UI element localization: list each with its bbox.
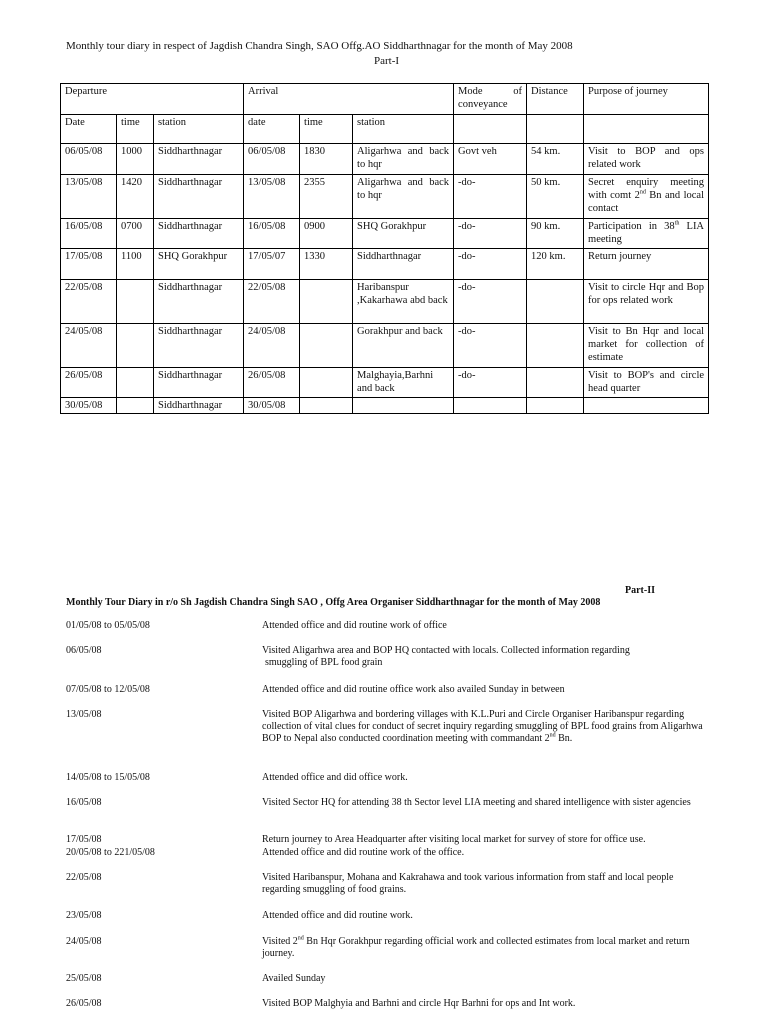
cell-purpose: Visit to circle Hqr and Bop for ops related work [584,280,709,324]
cell-arr-time: 0900 [300,219,353,249]
cell-distance: 120 km. [527,249,584,280]
header-distance: Distance [527,84,584,115]
cell-purpose: Visit to BOP's and circle head quarter [584,368,709,398]
cell-dep-date: 26/05/08 [61,368,117,398]
cell-arr-date: 06/05/08 [244,144,300,175]
cell-arr-time: 1330 [300,249,353,280]
table-row [61,249,709,280]
entry-text: Visited BOP Aligarhwa and bordering villages with K.L.Puri and Circle Organiser Haribanspur regarding collection of vital clues for conduct of secret inquiry regarding smuggling of BPL food grains from Aligarhwa BOP to Nepal also conducted coordination meeting with commandant 2nd Bn. [262,709,703,744]
cell-dep-time: 1420 [117,175,154,219]
tour-table [60,83,709,414]
part2-label: Part-II [625,585,655,596]
cell-arr-date: 16/05/08 [244,219,300,249]
entry-date: 23/05/08 [66,910,102,921]
cell-purpose [584,398,709,414]
cell-mode: -do- [454,249,527,280]
table-row [61,280,709,324]
cell-arr-date: 13/05/08 [244,175,300,219]
cell-arr-date: 17/05/07 [244,249,300,280]
cell-distance: 90 km. [527,219,584,249]
entry-date: 13/05/08 [66,709,102,720]
cell-dep-date: 06/05/08 [61,144,117,175]
entry-text: Attended office and did office work. [262,772,408,783]
entry-text: Attended office and did routine office work also availed Sunday in between [262,684,565,695]
entry-text: Visited 2nd Bn Hqr Gorakhpur regarding official work and collected estimates from local market and return journey. [262,935,690,959]
header-mode: Mode of conveyance [454,84,527,115]
subheader-dep-station: station [154,115,244,144]
table-row [61,175,709,219]
cell-mode: -do- [454,280,527,324]
cell-arr-time [300,324,353,368]
entry-date: 25/05/08 [66,973,102,984]
entry-date: 24/05/08 [66,936,102,947]
entry-date: 01/05/08 to 05/05/08 [66,620,150,631]
cell-dep-time [117,280,154,324]
cell-dep-station: Siddharthnagar [154,398,244,414]
cell-mode: -do- [454,175,527,219]
entry-date: 26/05/08 [66,998,102,1009]
table-row [61,144,709,175]
entry-date: 07/05/08 to 12/05/08 [66,684,150,695]
cell-dep-station: Siddharthnagar [154,368,244,398]
entry-text: Availed Sunday [262,973,326,984]
cell-purpose: Secret enquiry meeting with comt 2nd Bn and local contact [584,175,709,219]
cell-distance [527,280,584,324]
table-row [61,368,709,398]
cell-dep-time: 1000 [117,144,154,175]
cell-mode: -do- [454,324,527,368]
cell-dep-date: 24/05/08 [61,324,117,368]
table-row [61,219,709,249]
entry-text: Return journey to Area Headquarter after visiting local market for survey of store for office use. [262,834,646,845]
entry-date: 17/05/08 [66,834,102,845]
cell-arr-station [353,398,454,414]
cell-arr-date: 26/05/08 [244,368,300,398]
table-subheader-row [61,115,709,144]
subheader-dep-time: time [117,115,154,144]
cell-dep-time [117,324,154,368]
cell-arr-time [300,280,353,324]
cell-arr-station: Haribanspur ,Kakarhawa abd back [353,280,454,324]
cell-distance: 54 km. [527,144,584,175]
cell-arr-station: Aligarhwa and back to hqr [353,175,454,219]
table-header-row [61,84,709,115]
header-arrival: Arrival [244,84,454,115]
cell-dep-time [117,398,154,414]
cell-dep-time [117,368,154,398]
cell-mode [454,398,527,414]
entry-text: Visited Haribanspur, Mohana and Kakrahawa and took various information from staff and local people regarding smuggling of food grains. [262,872,674,895]
cell-mode: Govt veh [454,144,527,175]
subheader-arr-time: time [300,115,353,144]
cell-arr-date: 30/05/08 [244,398,300,414]
entry-date: 06/05/08 [66,645,102,656]
cell-purpose: Visit to Bn Hqr and local market for collection of estimate [584,324,709,368]
cell-dep-station: Siddharthnagar [154,144,244,175]
cell-purpose: Visit to BOP and ops related work [584,144,709,175]
subheader-arr-date: date [244,115,300,144]
cell-arr-station: Aligarhwa and back to hqr [353,144,454,175]
cell-distance: 50 km. [527,175,584,219]
entry-text: Visited Aligarhwa area and BOP HQ contacted with locals. Collected information regarding smuggling of BPL food grain [262,645,630,668]
cell-arr-time [300,368,353,398]
part1-label: Part-I [374,55,400,67]
cell-arr-time: 1830 [300,144,353,175]
part2-heading: Monthly Tour Diary in r/o Sh Jagdish Chandra Singh SAO , Offg Area Organiser Siddharthnagar for the month of May 2008 [66,597,601,608]
subheader-arr-station: station [353,115,454,144]
cell-arr-station: SHQ Gorakhpur [353,219,454,249]
table-row [61,398,709,414]
cell-dep-station: Siddharthnagar [154,280,244,324]
cell-dep-date: 30/05/08 [61,398,117,414]
entry-date: 22/05/08 [66,872,102,883]
entry-date: 20/05/08 to 221/05/08 [66,847,155,858]
cell-dep-date: 16/05/08 [61,219,117,249]
header-departure: Departure [61,84,244,115]
cell-mode: -do- [454,368,527,398]
cell-distance [527,398,584,414]
cell-dep-date: 13/05/08 [61,175,117,219]
cell-dep-station: Siddharthnagar [154,324,244,368]
cell-dep-station: Siddharthnagar [154,219,244,249]
entry-date: 14/05/08 to 15/05/08 [66,772,150,783]
cell-dep-date: 22/05/08 [61,280,117,324]
cell-dep-station: SHQ Gorakhpur [154,249,244,280]
entry-text: Attended office and did routine work of office [262,620,447,631]
table-row [61,324,709,368]
entry-text: Visited Sector HQ for attending 38 th Sector level LIA meeting and shared intelligence with sister agencies [262,797,691,808]
cell-arr-time: 2355 [300,175,353,219]
entry-text: Attended office and did routine work. [262,910,413,921]
part1-heading: Monthly tour diary in respect of Jagdish Chandra Singh, SAO Offg.AO Siddharthnagar for the month of May 2008 [66,40,573,52]
cell-distance [527,368,584,398]
cell-dep-station: Siddharthnagar [154,175,244,219]
cell-purpose: Participation in 38th LIA meeting [584,219,709,249]
subheader-dep-date: Date [61,115,117,144]
cell-arr-time [300,398,353,414]
cell-arr-station: Gorakhpur and back [353,324,454,368]
entry-text: Visited BOP Malghyia and Barhni and circle Hqr Barhni for ops and Int work. [262,998,576,1009]
cell-dep-time: 1100 [117,249,154,280]
cell-arr-date: 22/05/08 [244,280,300,324]
cell-arr-station: Siddharthnagar [353,249,454,280]
entry-text: Attended office and did routine work of the office. [262,847,465,858]
entry-date: 16/05/08 [66,797,102,808]
header-purpose: Purpose of journey [584,84,709,115]
cell-dep-time: 0700 [117,219,154,249]
cell-distance [527,324,584,368]
cell-arr-station: Malghayia,Barhni and back [353,368,454,398]
cell-arr-date: 24/05/08 [244,324,300,368]
cell-mode: -do- [454,219,527,249]
cell-dep-date: 17/05/08 [61,249,117,280]
cell-purpose: Return journey [584,249,709,280]
